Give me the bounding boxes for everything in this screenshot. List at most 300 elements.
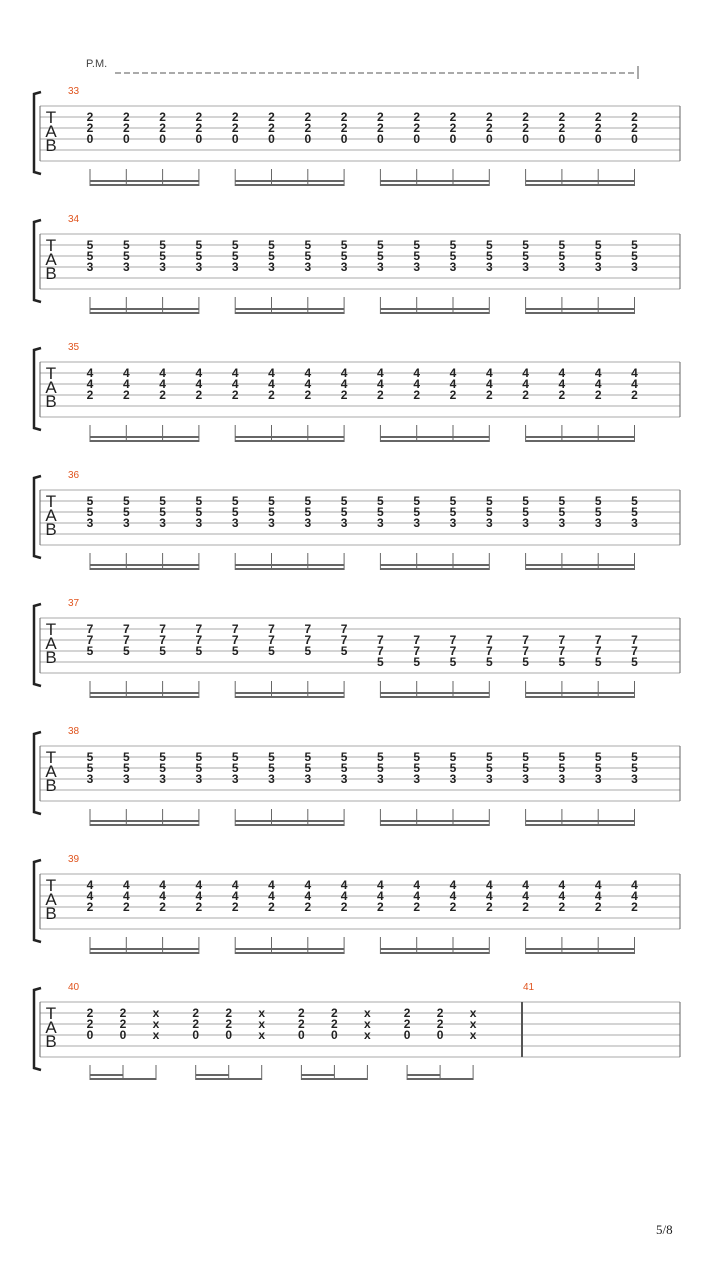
- fret-number: 5: [522, 494, 529, 508]
- fret-number: 3: [413, 260, 421, 274]
- fret-number: 5: [122, 249, 130, 263]
- fret-number: 2: [231, 121, 239, 135]
- dead-note: x: [152, 1028, 160, 1042]
- fret-number: 4: [122, 878, 130, 892]
- fret-number: 2: [195, 121, 203, 135]
- fret-number: 7: [340, 622, 348, 636]
- fret-number: 5: [231, 238, 239, 252]
- fret-number: 2: [340, 388, 348, 402]
- fret-number: 4: [122, 366, 130, 380]
- fret-number: 2: [594, 388, 602, 402]
- fret-number: 5: [340, 249, 348, 263]
- fret-number: 4: [594, 878, 602, 892]
- bar-number: 34: [68, 214, 80, 225]
- fret-number: 7: [485, 644, 493, 658]
- fret-number: 5: [340, 505, 348, 519]
- fret-number: 4: [268, 377, 275, 391]
- fret-number: 3: [231, 772, 239, 786]
- fret-number: 5: [377, 655, 384, 669]
- fret-number: 5: [122, 494, 130, 508]
- fret-number: 2: [436, 1006, 444, 1020]
- fret-number: 3: [340, 772, 348, 786]
- fret-number: 4: [377, 377, 384, 391]
- fret-number: 3: [122, 516, 130, 530]
- fret-number: 7: [231, 633, 239, 647]
- fret-number: 7: [558, 644, 566, 658]
- fret-number: 7: [413, 633, 421, 647]
- dead-note: x: [364, 1017, 371, 1031]
- fret-number: 5: [485, 505, 493, 519]
- bar-number: 39: [68, 854, 80, 865]
- fret-number: 3: [449, 516, 457, 530]
- page-number: 5/8: [656, 1222, 673, 1237]
- fret-number: 4: [594, 366, 602, 380]
- dead-note: x: [152, 1006, 160, 1020]
- fret-number: 5: [231, 750, 239, 764]
- fret-number: 2: [522, 388, 529, 402]
- fret-number: 5: [122, 238, 130, 252]
- fret-number: 7: [340, 633, 348, 647]
- fret-number: 5: [231, 249, 239, 263]
- fret-number: 5: [86, 238, 94, 252]
- fret-number: 0: [195, 132, 203, 146]
- fret-number: 2: [231, 388, 239, 402]
- fret-number: 3: [631, 260, 638, 274]
- fret-number: 7: [231, 622, 239, 636]
- fret-number: 4: [594, 889, 602, 903]
- fret-number: 4: [631, 366, 638, 380]
- fret-number: 7: [86, 633, 94, 647]
- fret-number: 0: [304, 132, 312, 146]
- fret-number: 3: [195, 260, 203, 274]
- tab-clef-letter: A: [45, 122, 57, 141]
- fret-number: 4: [231, 366, 239, 380]
- fret-number: 3: [594, 516, 602, 530]
- fret-number: 5: [268, 238, 275, 252]
- tab-clef-letter: A: [45, 506, 57, 525]
- fret-number: 0: [631, 132, 638, 146]
- fret-number: 0: [377, 132, 384, 146]
- fret-number: 3: [449, 772, 457, 786]
- fret-number: 3: [268, 516, 275, 530]
- fret-number: 2: [268, 121, 275, 135]
- fret-number: 5: [159, 750, 166, 764]
- fret-number: 4: [122, 889, 130, 903]
- fret-number: 2: [449, 121, 457, 135]
- fret-number: 2: [304, 388, 312, 402]
- fret-number: 5: [449, 505, 457, 519]
- fret-number: 4: [195, 366, 203, 380]
- fret-number: 0: [485, 132, 493, 146]
- fret-number: 2: [195, 900, 203, 914]
- tab-clef-letter: T: [45, 364, 57, 383]
- fret-number: 4: [449, 366, 457, 380]
- tab-clef-letter: B: [45, 776, 57, 795]
- fret-number: 4: [340, 889, 348, 903]
- fret-number: 5: [449, 238, 457, 252]
- fret-number: 5: [122, 761, 130, 775]
- fret-number: 2: [377, 388, 384, 402]
- dead-note: x: [258, 1017, 266, 1031]
- fret-number: 7: [413, 644, 421, 658]
- fret-number: 5: [485, 238, 493, 252]
- fret-number: 0: [86, 132, 94, 146]
- fret-number: 4: [86, 377, 94, 391]
- fret-number: 2: [485, 121, 493, 135]
- fret-number: 5: [340, 238, 348, 252]
- fret-number: 2: [268, 900, 275, 914]
- fret-number: 5: [485, 655, 493, 669]
- fret-number: 5: [413, 494, 421, 508]
- fret-number: 7: [377, 644, 384, 658]
- fret-number: 4: [377, 366, 384, 380]
- fret-number: 2: [449, 388, 457, 402]
- fret-number: 3: [558, 260, 566, 274]
- fret-number: 5: [594, 505, 602, 519]
- fret-number: 5: [558, 655, 566, 669]
- fret-number: 5: [631, 238, 638, 252]
- fret-number: 5: [159, 761, 166, 775]
- fret-number: 5: [631, 655, 638, 669]
- tab-clef-letter: T: [45, 1004, 57, 1023]
- tab-clef-letter: B: [45, 264, 57, 283]
- fret-number: 5: [413, 238, 421, 252]
- fret-number: 4: [304, 878, 312, 892]
- fret-number: 0: [86, 1028, 94, 1042]
- fret-number: 3: [377, 260, 384, 274]
- fret-number: 2: [119, 1017, 127, 1031]
- fret-number: 5: [195, 505, 203, 519]
- fret-number: 4: [86, 366, 94, 380]
- fret-number: 4: [413, 878, 421, 892]
- fret-number: 3: [631, 772, 638, 786]
- fret-number: 2: [631, 110, 638, 124]
- dead-note: x: [152, 1017, 160, 1031]
- fret-number: 4: [377, 878, 384, 892]
- fret-number: 0: [594, 132, 602, 146]
- tab-clef-letter: A: [45, 1018, 57, 1037]
- fret-number: 7: [631, 644, 638, 658]
- fret-number: 4: [522, 377, 529, 391]
- fret-number: 3: [522, 260, 529, 274]
- fret-number: 7: [522, 644, 529, 658]
- dead-note: x: [364, 1006, 371, 1020]
- fret-number: 5: [231, 505, 239, 519]
- fret-number: 5: [195, 761, 203, 775]
- fret-number: 2: [377, 900, 384, 914]
- fret-number: 7: [558, 633, 566, 647]
- fret-number: 3: [340, 516, 348, 530]
- fret-number: 3: [631, 516, 638, 530]
- fret-number: 4: [485, 889, 493, 903]
- fret-number: 4: [485, 377, 493, 391]
- fret-number: 2: [298, 1006, 305, 1020]
- fret-number: 7: [485, 633, 493, 647]
- fret-number: 5: [122, 505, 130, 519]
- fret-number: 4: [268, 889, 275, 903]
- fret-number: 5: [631, 750, 638, 764]
- fret-number: 4: [413, 889, 421, 903]
- fret-number: 2: [436, 1017, 444, 1031]
- fret-number: 2: [377, 121, 384, 135]
- fret-number: 5: [122, 750, 130, 764]
- fret-number: 4: [159, 878, 166, 892]
- tab-clef-letter: T: [45, 492, 57, 511]
- fret-number: 2: [631, 388, 638, 402]
- fret-number: 5: [631, 505, 638, 519]
- fret-number: 2: [225, 1017, 233, 1031]
- fret-number: 3: [340, 260, 348, 274]
- dead-note: x: [469, 1006, 477, 1020]
- fret-number: 5: [268, 494, 275, 508]
- fret-number: 5: [522, 750, 529, 764]
- fret-number: 2: [159, 900, 166, 914]
- fret-number: 5: [594, 494, 602, 508]
- fret-number: 3: [231, 516, 239, 530]
- fret-number: 3: [449, 260, 457, 274]
- tab-clef-letter: T: [45, 620, 57, 639]
- fret-number: 5: [304, 505, 312, 519]
- fret-number: 4: [231, 878, 239, 892]
- fret-number: 4: [159, 377, 166, 391]
- fret-number: 2: [413, 121, 421, 135]
- fret-number: 2: [558, 121, 566, 135]
- fret-number: 2: [192, 1017, 200, 1031]
- fret-number: 2: [159, 121, 166, 135]
- fret-number: 5: [558, 505, 566, 519]
- fret-number: 5: [449, 655, 457, 669]
- fret-number: 5: [195, 494, 203, 508]
- fret-number: 5: [122, 644, 130, 658]
- fret-number: 0: [122, 132, 130, 146]
- fret-number: 4: [231, 377, 239, 391]
- fret-number: 7: [195, 622, 203, 636]
- fret-number: 3: [86, 772, 94, 786]
- fret-number: 7: [304, 622, 312, 636]
- fret-number: 2: [231, 900, 239, 914]
- fret-number: 2: [631, 121, 638, 135]
- fret-number: 2: [594, 121, 602, 135]
- fret-number: 2: [449, 900, 457, 914]
- fret-number: 5: [558, 761, 566, 775]
- fret-number: 5: [558, 750, 566, 764]
- fret-number: 5: [485, 750, 493, 764]
- fret-number: 3: [377, 772, 384, 786]
- fret-number: 4: [195, 889, 203, 903]
- tab-clef-letter: A: [45, 634, 57, 653]
- fret-number: 2: [403, 1017, 411, 1031]
- fret-number: 3: [159, 516, 166, 530]
- fret-number: 2: [485, 388, 493, 402]
- fret-number: 2: [86, 900, 94, 914]
- fret-number: 2: [558, 900, 566, 914]
- fret-number: 5: [86, 494, 94, 508]
- fret-number: 4: [558, 377, 566, 391]
- fret-number: 2: [331, 1017, 338, 1031]
- tab-clef-letter: T: [45, 876, 57, 895]
- fret-number: 2: [159, 388, 166, 402]
- fret-number: 0: [522, 132, 529, 146]
- tab-clef-letter: B: [45, 1032, 57, 1051]
- fret-number: 0: [225, 1028, 233, 1042]
- fret-number: 4: [631, 889, 638, 903]
- fret-number: 3: [268, 260, 275, 274]
- fret-number: 7: [449, 633, 457, 647]
- fret-number: 3: [231, 260, 239, 274]
- fret-number: 4: [159, 889, 166, 903]
- fret-number: 4: [231, 889, 239, 903]
- fret-number: 4: [86, 889, 94, 903]
- fret-number: 2: [86, 1006, 94, 1020]
- fret-number: 5: [195, 249, 203, 263]
- tab-clef-letter: B: [45, 520, 57, 539]
- fret-number: 4: [159, 366, 166, 380]
- bar-number: 40: [68, 982, 80, 993]
- fret-number: 5: [522, 249, 529, 263]
- fret-number: 2: [122, 900, 130, 914]
- fret-number: 2: [413, 110, 421, 124]
- dead-note: x: [258, 1006, 266, 1020]
- fret-number: 5: [86, 750, 94, 764]
- tab-clef-letter: B: [45, 904, 57, 923]
- fret-number: 0: [268, 132, 275, 146]
- bar-number: 38: [68, 726, 80, 737]
- fret-number: 5: [231, 644, 239, 658]
- fret-number: 3: [122, 772, 130, 786]
- fret-number: 5: [594, 249, 602, 263]
- fret-number: 4: [558, 366, 566, 380]
- fret-number: 2: [485, 900, 493, 914]
- fret-number: 5: [522, 655, 529, 669]
- fret-number: 7: [122, 622, 130, 636]
- fret-number: 0: [413, 132, 421, 146]
- fret-number: 0: [298, 1028, 305, 1042]
- fret-number: 5: [304, 761, 312, 775]
- fret-number: 4: [631, 878, 638, 892]
- fret-number: 2: [268, 388, 275, 402]
- tab-clef-letter: B: [45, 136, 57, 155]
- fret-number: 4: [377, 889, 384, 903]
- fret-number: 0: [331, 1028, 338, 1042]
- fret-number: 5: [86, 249, 94, 263]
- fret-number: 2: [195, 110, 203, 124]
- fret-number: 5: [485, 249, 493, 263]
- fret-number: 2: [268, 110, 275, 124]
- fret-number: 4: [268, 878, 275, 892]
- fret-number: 3: [304, 516, 312, 530]
- fret-number: 5: [377, 505, 384, 519]
- fret-number: 4: [122, 377, 130, 391]
- fret-number: 3: [195, 772, 203, 786]
- fret-number: 4: [485, 878, 493, 892]
- fret-number: 0: [231, 132, 239, 146]
- fret-number: 3: [159, 260, 166, 274]
- fret-number: 7: [377, 633, 384, 647]
- fret-number: 3: [304, 260, 312, 274]
- tab-clef-letter: B: [45, 648, 57, 667]
- fret-number: 3: [594, 260, 602, 274]
- fret-number: 2: [377, 110, 384, 124]
- fret-number: 7: [522, 633, 529, 647]
- fret-number: 5: [594, 761, 602, 775]
- fret-number: 5: [558, 238, 566, 252]
- fret-number: 7: [195, 633, 203, 647]
- fret-number: 5: [159, 505, 166, 519]
- fret-number: 4: [195, 377, 203, 391]
- fret-number: 5: [485, 761, 493, 775]
- fret-number: 5: [413, 655, 421, 669]
- fret-number: 0: [192, 1028, 200, 1042]
- fret-number: 5: [304, 644, 312, 658]
- fret-number: 7: [304, 633, 312, 647]
- fret-number: 2: [304, 900, 312, 914]
- fret-number: 5: [304, 238, 312, 252]
- fret-number: 3: [413, 516, 421, 530]
- bar-number: 41: [523, 982, 535, 993]
- fret-number: 0: [436, 1028, 444, 1042]
- fret-number: 7: [268, 622, 275, 636]
- tab-clef-letter: T: [45, 236, 57, 255]
- fret-number: 5: [449, 249, 457, 263]
- fret-number: 5: [195, 750, 203, 764]
- fret-number: 2: [225, 1006, 233, 1020]
- fret-number: 2: [86, 388, 94, 402]
- fret-number: 7: [631, 633, 638, 647]
- fret-number: 4: [449, 889, 457, 903]
- fret-number: 5: [594, 655, 602, 669]
- fret-number: 5: [340, 750, 348, 764]
- fret-number: 3: [558, 772, 566, 786]
- fret-number: 5: [413, 249, 421, 263]
- fret-number: 2: [449, 110, 457, 124]
- fret-number: 4: [86, 878, 94, 892]
- fret-number: 7: [449, 644, 457, 658]
- fret-number: 5: [340, 494, 348, 508]
- fret-number: 5: [413, 750, 421, 764]
- bar-number: 37: [68, 598, 80, 609]
- bar-number: 36: [68, 470, 80, 481]
- fret-number: 2: [195, 388, 203, 402]
- fret-number: 2: [522, 121, 529, 135]
- fret-number: 0: [449, 132, 457, 146]
- fret-number: 4: [558, 889, 566, 903]
- fret-number: 0: [340, 132, 348, 146]
- fret-number: 5: [86, 761, 94, 775]
- fret-number: 5: [340, 761, 348, 775]
- fret-number: 2: [558, 388, 566, 402]
- fret-number: 5: [449, 761, 457, 775]
- fret-number: 4: [413, 377, 421, 391]
- fret-number: 5: [522, 761, 529, 775]
- fret-number: 3: [413, 772, 421, 786]
- fret-number: 5: [377, 750, 384, 764]
- fret-number: 2: [403, 1006, 411, 1020]
- fret-number: 2: [86, 1017, 94, 1031]
- fret-number: 3: [558, 516, 566, 530]
- bar-number: 35: [68, 342, 80, 353]
- fret-number: 5: [594, 750, 602, 764]
- dead-note: x: [364, 1028, 371, 1042]
- fret-number: 4: [522, 366, 529, 380]
- fret-number: 5: [340, 644, 348, 658]
- fret-number: 2: [331, 1006, 338, 1020]
- fret-number: 7: [268, 633, 275, 647]
- fret-number: 5: [159, 249, 166, 263]
- fret-number: 5: [631, 761, 638, 775]
- fret-number: 4: [522, 889, 529, 903]
- fret-number: 7: [594, 633, 602, 647]
- dead-note: x: [469, 1028, 477, 1042]
